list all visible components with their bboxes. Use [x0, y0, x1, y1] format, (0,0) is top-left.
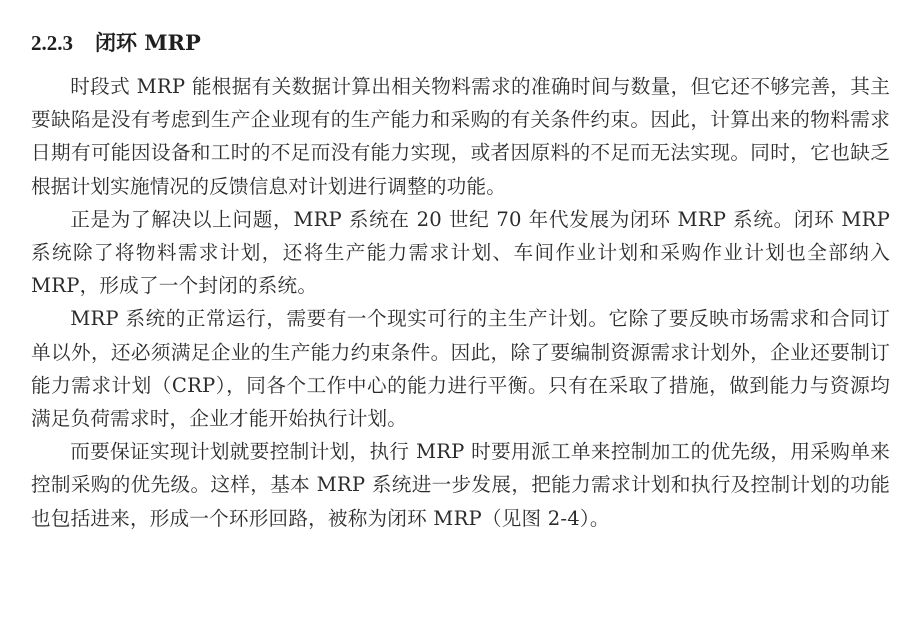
paragraph-2: 正是为了解决以上问题，MRP 系统在 20 世纪 70 年代发展为闭环 MRP 系统。闭环 MRP 系统除了将物料需求计划，还将生产能力需求计划、车间作业计划和采购作业计划也全部纳入 MRP，形成了一个封闭的系统。	[31, 207, 890, 298]
paragraph-1: 时段式 MRP 能根据有关数据计算出相关物料需求的准确时间与数量，但它还不够完善，其主要缺陷是没有考虑到生产企业现有的生产能力和采购的有关条件约束。因此，计算出来的物料需求日期有可能因设备和工时的不足而没有能力实现，或者因原料的不足而无法实现。同时，它也缺乏根据计划实施情况的反馈信息对计划进行调整的功能。	[31, 75, 890, 198]
paragraph-4: 而要保证实现计划就要控制计划，执行 MRP 时要用派工单来控制加工的优先级，用采购单来控制采购的优先级。这样，基本 MRP 系统进一步发展，把能力需求计划和执行及控制计划的功能也包括进来，形成一个环形回路，被称为闭环 MRP（见图 2-4）。	[31, 440, 890, 530]
section-title: 闭环 MRP	[95, 30, 201, 55]
section-heading	[31, 28, 890, 58]
section-number: 2.2.3	[31, 31, 73, 55]
paragraph-3: MRP 系统的正常运行，需要有一个现实可行的主生产计划。它除了要反映市场需求和合同订单以外，还必须满足企业的生产能力约束条件。因此，除了要编制资源需求计划外，企业还要制订能力需求计划（CRP），同各个工作中心的能力进行平衡。只有在采取了措施，做到能力与资源均满足负荷需求时，企业才能开始执行计划。	[31, 307, 890, 431]
section-body	[31, 70, 890, 535]
